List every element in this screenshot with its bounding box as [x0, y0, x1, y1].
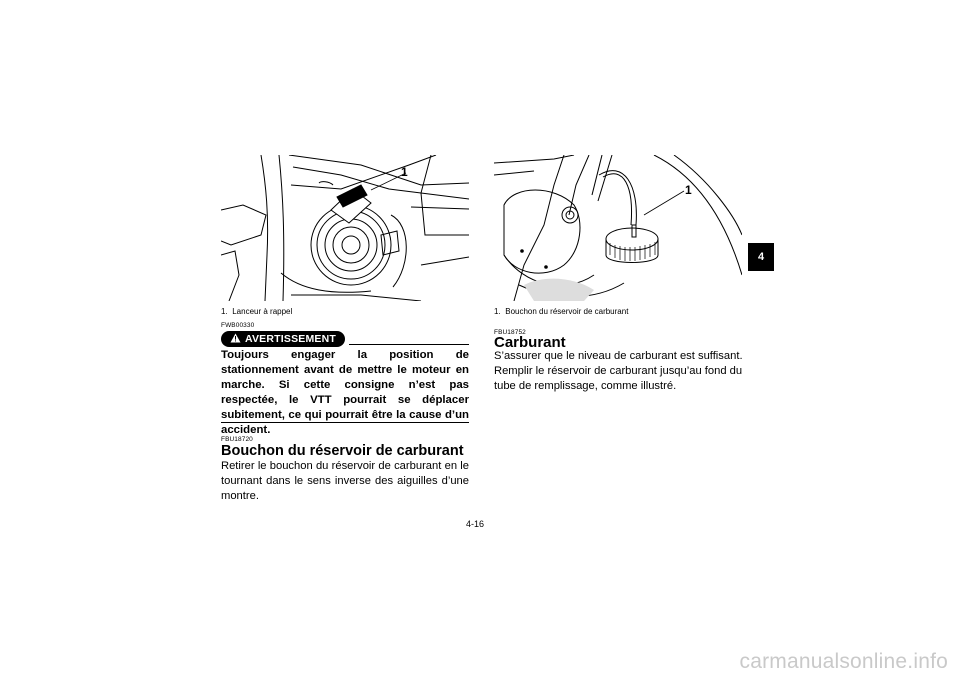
- section-title-left: Bouchon du réservoir de carburant: [221, 443, 464, 459]
- fuel-cap-illustration: [494, 155, 742, 301]
- section-body-left: Retirer le bouchon du réservoir de carburant en le tournant dans le sens inverse des aiguilles d’une montre.: [221, 460, 469, 502]
- watermark: carmanualsonline.info: [739, 650, 948, 673]
- warning-divider: [349, 344, 469, 345]
- chapter-tab: 4: [748, 243, 774, 271]
- page-number: 4-16: [466, 519, 485, 529]
- section-title-right: Carburant: [494, 334, 566, 351]
- warning-header: [221, 331, 469, 347]
- caption-number: 1.: [494, 307, 501, 316]
- figure-callout: 1: [401, 165, 408, 179]
- warning-triangle-icon: [230, 333, 241, 346]
- warning-code: FWB00330: [221, 322, 255, 329]
- section-code-left: FBU18720: [221, 436, 253, 443]
- warning-label: AVERTISSEMENT: [244, 333, 337, 345]
- section-code-right: FBU18752: [494, 329, 526, 336]
- recoil-starter-illustration: [221, 155, 469, 301]
- warning-text: Toujours engager la position de stationnement avant de mettre le moteur en marche. Si cette consigne n’est pas respectée, le VTT pourrait se déplacer subitement, ce qui pourrait être la cause d’un accident.: [221, 349, 469, 436]
- figure-caption-right: [494, 307, 628, 317]
- caption-text: Lanceur à rappel: [232, 307, 293, 316]
- section-body-right: S’assurer que le niveau de carburant est suffisant. Remplir le réservoir de carburant jusqu’au fond du tube de remplissage, comme illustré.: [494, 350, 743, 392]
- warning-bottom-divider: [221, 422, 469, 423]
- caption-number: 1.: [221, 307, 228, 316]
- figure-callout: 1: [685, 183, 692, 197]
- warning-badge: [221, 331, 345, 347]
- figure-caption-left: [221, 307, 292, 317]
- caption-text: Bouchon du réservoir de carburant: [505, 307, 629, 316]
